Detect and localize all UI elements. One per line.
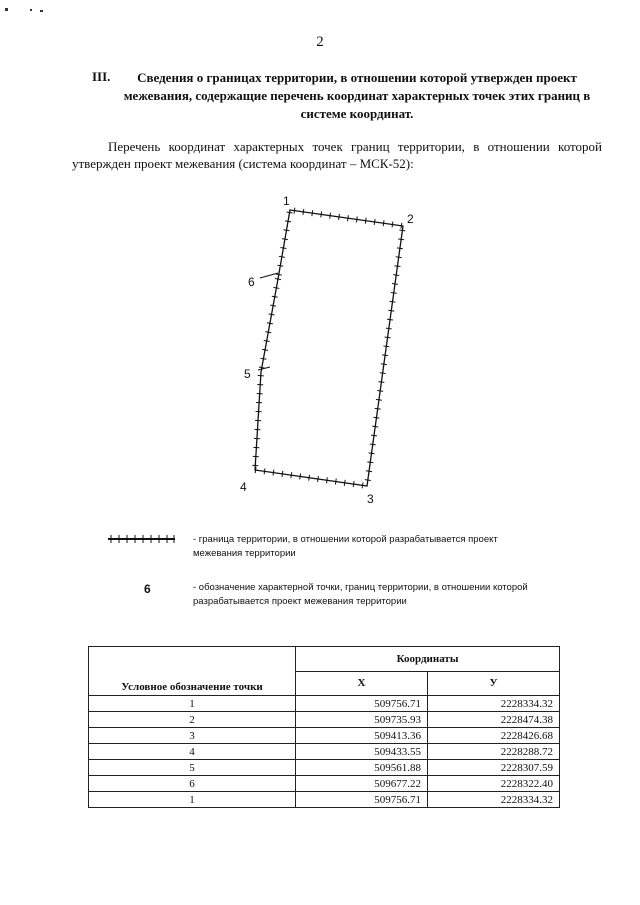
- point-label-3: 3: [367, 492, 374, 506]
- boundary-tick: [385, 337, 391, 338]
- boundary-ticks: [252, 208, 405, 489]
- cell-point: 1: [89, 696, 296, 712]
- boundary-tick: [275, 279, 281, 280]
- point-label-4: 4: [240, 480, 247, 494]
- table-row: [89, 776, 560, 792]
- boundary-tick: [344, 480, 345, 486]
- cell-point: 3: [89, 728, 296, 744]
- boundary-tick: [260, 358, 266, 359]
- boundary-tick: [280, 247, 286, 248]
- boundary-tick: [321, 211, 322, 217]
- cell-y: 2228334.32: [427, 696, 559, 712]
- legend-point-text: - обозначение характерной точки, границ территории, в отношении которой разрабатывается проект межевания территории: [193, 582, 528, 607]
- boundary-tick: [390, 301, 396, 302]
- boundary-tick: [353, 481, 354, 487]
- boundary-tick: [277, 265, 283, 266]
- cell-y: 2228334.32: [427, 792, 559, 808]
- column-header-y: У: [427, 671, 559, 696]
- boundary-tick: [397, 248, 403, 249]
- boundary-tick: [273, 470, 274, 476]
- boundary-tick: [393, 275, 399, 276]
- point-label-6: 6: [248, 275, 255, 289]
- boundary-tick: [381, 364, 387, 365]
- boundary-tick: [348, 215, 349, 221]
- intro-paragraph: Перечень координат характерных точек границ территории, в отношении которой утвержден проект межевания (система координат – МСК-52):: [72, 139, 602, 171]
- section-title: Сведения о границах территории, в отношении которой утвержден проект межевания, содержащие перечень координат характерных точек этих границ в системе координат.: [123, 70, 591, 121]
- cell-point: 5: [89, 760, 296, 776]
- cell-point: 1: [89, 792, 296, 808]
- table-row: [89, 792, 560, 808]
- boundary-tick: [279, 256, 285, 257]
- cell-y: 2228426.68: [427, 728, 559, 744]
- boundary-tick: [303, 209, 304, 215]
- column-header-x: X: [296, 671, 428, 696]
- boundary-tick: [365, 480, 371, 481]
- boundary-tick: [265, 332, 271, 333]
- cell-point: 6: [89, 776, 296, 792]
- boundary-tick: [362, 482, 363, 488]
- boundary-tick: [386, 328, 392, 329]
- cell-point: 4: [89, 744, 296, 760]
- cell-x: 509433.55: [296, 744, 428, 760]
- cell-x: 509413.36: [296, 728, 428, 744]
- column-header-coordinates: Координаты: [296, 647, 560, 672]
- boundary-tick: [394, 266, 400, 267]
- boundary-tick: [391, 292, 397, 293]
- boundary-tick: [264, 340, 270, 341]
- legend-boundary-symbol: [107, 533, 177, 545]
- boundary-tick: [396, 257, 402, 258]
- boundary-tick: [372, 426, 378, 427]
- boundary-tick: [272, 296, 278, 297]
- boundary-tick: [318, 476, 319, 482]
- boundary-tick: [382, 355, 388, 356]
- section-number: III.: [92, 69, 111, 84]
- cell-x: 509756.71: [296, 792, 428, 808]
- cell-y: 2228474.38: [427, 712, 559, 728]
- boundary-tick: [376, 399, 382, 400]
- boundary-tick: [269, 314, 275, 315]
- boundary-tick: [285, 221, 291, 222]
- point-label-2: 2: [407, 212, 414, 226]
- boundary-tick: [326, 477, 327, 483]
- boundary-tick: [330, 213, 331, 219]
- boundary-tick: [309, 475, 310, 481]
- legend-boundary-text: - граница территории, в отношении которой разрабатывается проект межевания территории: [193, 534, 498, 559]
- boundary-tick: [378, 382, 384, 383]
- boundary-tick: [300, 473, 301, 479]
- cell-x: 509756.71: [296, 696, 428, 712]
- cell-y: 2228322.40: [427, 776, 559, 792]
- table-row: [89, 712, 560, 728]
- point-label-5: 5: [244, 367, 251, 381]
- table-row: [89, 744, 560, 760]
- boundary-tick: [365, 218, 366, 224]
- boundary-tick: [373, 417, 379, 418]
- boundary-tick: [398, 239, 404, 240]
- cell-x: 509561.88: [296, 760, 428, 776]
- cell-y: 2228307.59: [427, 760, 559, 776]
- boundary-tick: [282, 239, 288, 240]
- boundary-tick: [366, 471, 372, 472]
- scan-mark: [5, 8, 8, 11]
- boundary-tick: [374, 219, 375, 225]
- cell-x: 509735.93: [296, 712, 428, 728]
- boundary-tick: [270, 305, 276, 306]
- legend-point-symbol: 6: [144, 582, 151, 596]
- scan-mark: [40, 10, 43, 12]
- boundary-tick: [367, 462, 373, 463]
- boundary-tick: [375, 408, 381, 409]
- boundary-tick: [392, 222, 393, 228]
- cell-y: 2228288.72: [427, 744, 559, 760]
- boundary-tick: [387, 319, 393, 320]
- boundary-tick: [370, 444, 376, 445]
- boundary-tick: [273, 287, 279, 288]
- boundary-tick: [259, 367, 265, 368]
- boundary-tick: [401, 223, 402, 229]
- boundary-tick: [383, 346, 389, 347]
- boundary-tick: [312, 210, 313, 216]
- page-number: 2: [316, 34, 324, 50]
- boundary-tick: [284, 230, 290, 231]
- boundary-tick: [399, 230, 405, 231]
- boundary-tick: [380, 373, 386, 374]
- boundary-tick: [383, 220, 384, 226]
- coordinates-table: [88, 646, 560, 808]
- boundary-tick: [264, 468, 265, 474]
- boundary-tick: [262, 349, 268, 350]
- boundary-tick: [356, 216, 357, 222]
- boundary-tick: [267, 323, 273, 324]
- boundary-tick: [291, 472, 292, 478]
- scan-mark: [30, 9, 32, 11]
- table-row: [89, 696, 560, 712]
- boundary-polygon: [255, 210, 403, 486]
- boundary-tick: [388, 310, 394, 311]
- boundary-tick: [282, 471, 283, 477]
- point-label-1: 1: [283, 194, 290, 208]
- table-row: [89, 728, 560, 744]
- boundary-diagram: [230, 193, 430, 513]
- boundary-tick: [377, 391, 383, 392]
- boundary-tick: [287, 212, 293, 213]
- table-row: [89, 760, 560, 776]
- column-header-point: Условное обозначение точки: [89, 647, 296, 696]
- cell-x: 509677.22: [296, 776, 428, 792]
- boundary-tick: [294, 208, 295, 214]
- boundary-tick: [369, 453, 375, 454]
- boundary-tick: [335, 479, 336, 485]
- leader-line-6: [260, 273, 278, 278]
- boundary-tick: [276, 274, 282, 275]
- boundary-tick: [339, 214, 340, 220]
- boundary-tick: [371, 435, 377, 436]
- boundary-tick: [392, 284, 398, 285]
- cell-point: 2: [89, 712, 296, 728]
